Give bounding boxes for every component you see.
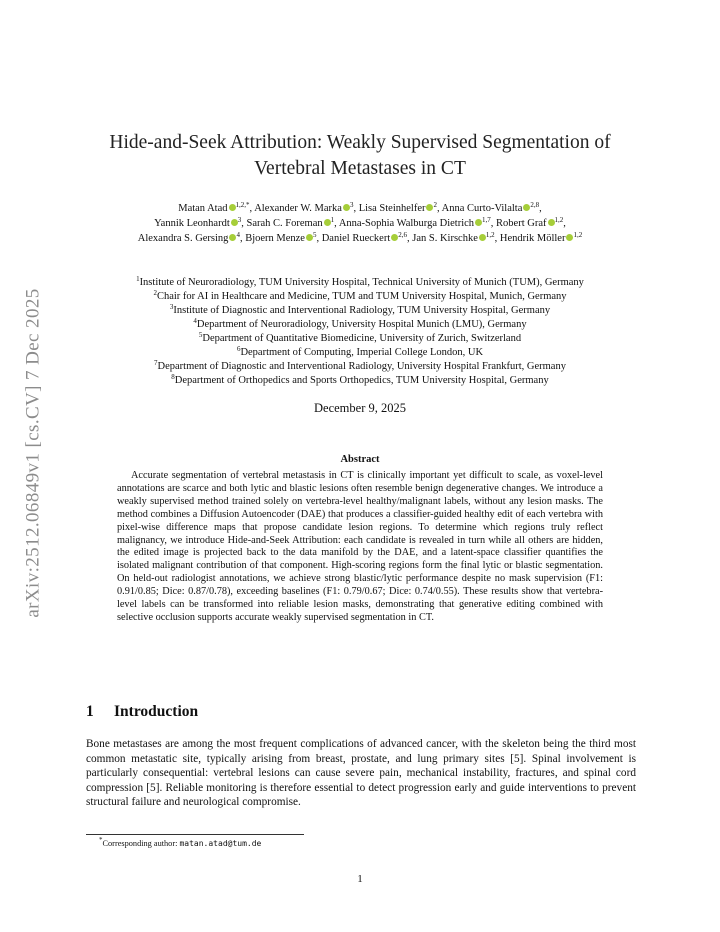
section-number: 1	[86, 703, 94, 720]
author: Anna-Sophia Walburga Dietrich $^{1,7}$,	[338, 216, 497, 229]
arxiv-sidebar-stamp	[20, 263, 48, 643]
author: Daniel Rueckert $^{2,6}$,	[321, 231, 413, 244]
affiliation: $^1$Institute of Neuroradiology, TUM University Hospital, Technical University of Munich (TUM), Germany	[136, 275, 584, 288]
corresponding-email-link[interactable]: matan.atad@tum.de	[179, 839, 262, 848]
author: Anna Curto-Vilalta $^{2,8}$,	[441, 201, 542, 214]
orcid-icon[interactable]	[324, 219, 331, 226]
author-list	[60, 201, 660, 246]
affiliation: $^3$Institute of Diagnostic and Interventional Radiology, TUM University Hospital, Germany	[169, 303, 551, 316]
affiliation-list	[60, 276, 660, 388]
author: Alexandra S. Gersing $^4$,	[137, 231, 246, 244]
affiliation: $^7$Department of Diagnostic and Interventional Radiology, University Hospital Frankfurt, Germany	[154, 359, 566, 372]
author: Jan S. Kirschke $^{1,2}$,	[412, 231, 500, 244]
abstract-heading: Abstract	[340, 454, 380, 465]
page-number: 1	[357, 873, 363, 885]
author: Matan Atad $^{1,2,*}$,	[178, 201, 255, 214]
affiliation: $^5$Department of Quantitative Biomedicine, University of Zurich, Switzerland	[198, 331, 522, 344]
paper-title	[80, 130, 640, 182]
title-line-1: Hide-and-Seek Attribution: Weakly Supervised Segmentation of	[109, 132, 611, 153]
affiliation: $^8$Department of Orthopedics and Sports Orthopedics, TUM University Hospital, Germany	[171, 373, 549, 386]
author: Bjoern Menze $^5$,	[245, 231, 322, 244]
paper-date: December 9, 2025	[314, 401, 406, 415]
abstract-text: Accurate segmentation of vertebral metastasis in CT is clinically important yet difficult to scale, as voxel-level annotations are scarce and both lytic and blastic lesions often resemble benign degenerative changes. We introduce a weakly supervised method trained solely on vertebra-level healthy/malignant labels, without any lesion masks. The method combines a Diffusion Autoencoder (DAE) that produces a classifier-guided healthy edit of each vertebra with pixel-wise difference maps that propose candidate lesion regions. To determine which regions truly reflect malignancy, we introduce Hide-and-Seek Attribution: each candidate is revealed in turn while all others are hidden, the edited image is projected back to the data manifold by the DAE, and a latent-space classifier quantifies the isolated malignant contribution of that component. High-scoring regions form the final lytic or blastic segmentation. On held-out radiologist annotations, we achieve strong blastic/lytic performance despite no mask supervision (F1: 0.91/0.85; Dice: 0.87/0.78), exceeding baselines (F1: 0.79/0.67; Dice: 0.74/0.55). These results show that vertebra-level labels can be transformed into reliable lesion masks, demonstrating that generative editing combined with selective occlusion supports accurate weakly supervised segmentation in CT.	[117, 470, 603, 623]
orcid-icon[interactable]	[229, 204, 236, 211]
footnote: *Corresponding author: matan.atad@tum.de	[99, 836, 262, 848]
arxiv-identifier: arXiv:2512.06849v1 [cs.CV] 7 Dec 2025	[23, 288, 44, 618]
section-title: Introduction	[114, 703, 199, 720]
author: Hendrik Möller $^{1,2}$	[499, 231, 583, 244]
author: Alexander W. Marka $^3$,	[254, 201, 359, 214]
orcid-icon[interactable]	[231, 219, 238, 226]
orcid-icon[interactable]	[479, 234, 486, 241]
author: Robert Graf $^{1,2}$,	[496, 216, 566, 229]
affiliation: $^2$Chair for AI in Healthcare and Medicine, TUM and TUM University Hospital, Munich, Germany	[153, 289, 567, 302]
intro-paragraph: Bone metastases are among the most frequent complications of advanced cancer, with the skeleton being the third most common metastatic site, typically arising from breast, prostate, and lung primary sites [5]. Spinal involvement is particularly consequential: vertebral lesions can cause severe pain, mechanical instability, fractures, and spinal cord compression [5]. Reliable monitoring is therefore essential to detect progression early and guide interventions to prevent structural failure and neurological compromise.	[86, 738, 636, 809]
orcid-icon[interactable]	[475, 219, 482, 226]
orcid-icon[interactable]	[343, 204, 350, 211]
author: Lisa Steinhelfer $^2$,	[358, 201, 442, 214]
orcid-icon[interactable]	[548, 219, 555, 226]
footnote-rule	[86, 834, 304, 835]
author: Yannik Leonhardt $^3$,	[154, 216, 247, 229]
affiliation: $^4$Department of Neuroradiology, University Hospital Munich (LMU), Germany	[193, 317, 527, 330]
section-heading	[86, 703, 198, 721]
affiliation: $^6$Department of Computing, Imperial College London, UK	[236, 345, 484, 358]
author: Sarah C. Foreman $^1$,	[246, 216, 339, 229]
title-line-2: Vertebral Metastases in CT	[254, 158, 466, 179]
orcid-icon[interactable]	[306, 234, 313, 241]
